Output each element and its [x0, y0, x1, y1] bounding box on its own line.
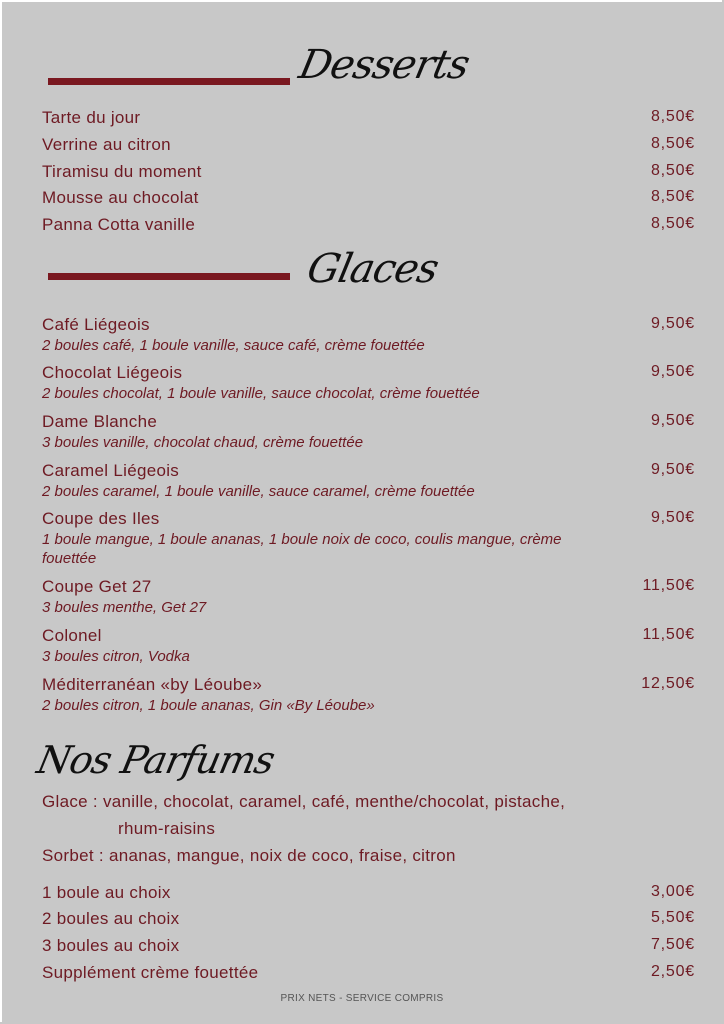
glace-name: Chocolat Liégeois [42, 363, 183, 382]
glace-price: 12,50€ [641, 675, 695, 692]
scoop-price-item [42, 883, 695, 903]
dessert-name: Panna Cotta vanille [42, 215, 196, 234]
parfums-glace-line-continued: rhum-raisins [118, 819, 216, 838]
glace-description: 2 boules caramel, 1 boule vanille, sauce caramel, crème fouettée [42, 483, 475, 500]
dessert-price: 8,50€ [650, 135, 695, 152]
glaces-header-bar [48, 273, 290, 280]
parfums-title: Nos Parfums [33, 738, 279, 782]
glace-price: 9,50€ [650, 315, 695, 332]
glace-item [42, 461, 695, 501]
dessert-item [42, 162, 695, 182]
glace-name: Colonel [42, 626, 102, 645]
scoop-price-item [42, 936, 695, 956]
dessert-name: Tarte du jour [42, 108, 141, 127]
glace-item [42, 626, 695, 666]
glace-price: 11,50€ [642, 626, 695, 643]
glace-price: 9,50€ [650, 509, 695, 526]
glace-description: 3 boules menthe, Get 27 [42, 599, 207, 616]
desserts-header [0, 38, 724, 98]
scoop-name: 2 boules au choix [42, 909, 180, 928]
glace-description: 1 boule mangue, 1 boule ananas, 1 boule noix de coco, coulis mangue, crème fouettée [42, 531, 562, 567]
scoop-price-item [42, 909, 695, 929]
glaces-header [0, 240, 724, 300]
glace-name: Dame Blanche [42, 412, 158, 431]
scoop-price: 5,50€ [650, 909, 695, 926]
glace-name: Méditerranéan «by Léoube» [42, 675, 263, 694]
parfums-glace-line: Glace : vanille, chocolat, caramel, café, menthe/chocolat, pistache, [42, 792, 566, 811]
desserts-title: Desserts [295, 42, 474, 88]
glace-description: 3 boules citron, Vodka [42, 648, 190, 665]
glace-price: 11,50€ [642, 577, 695, 594]
dessert-price: 8,50€ [650, 188, 695, 205]
scoop-name: 1 boule au choix [42, 883, 171, 902]
desserts-header-bar [48, 78, 290, 85]
scoop-price: 3,00€ [650, 883, 695, 900]
dessert-item [42, 108, 695, 128]
glace-name: Café Liégeois [42, 315, 150, 334]
glace-description: 2 boules citron, 1 boule ananas, Gin «By Léoube» [42, 697, 375, 714]
dessert-name: Verrine au citron [42, 135, 171, 154]
glace-name: Coupe Get 27 [42, 577, 152, 596]
glace-description: 2 boules café, 1 boule vanille, sauce café, crème fouettée [42, 337, 425, 354]
glace-price: 9,50€ [650, 461, 695, 478]
glace-description: 2 boules chocolat, 1 boule vanille, sauce chocolat, crème fouettée [42, 385, 480, 402]
glace-item [42, 315, 695, 355]
glace-name: Caramel Liégeois [42, 461, 180, 480]
dessert-price: 8,50€ [650, 162, 695, 179]
scoop-price: 2,50€ [650, 963, 695, 980]
dessert-name: Mousse au chocolat [42, 188, 199, 207]
glace-item [42, 577, 695, 617]
glace-price: 9,50€ [650, 412, 695, 429]
dessert-item [42, 215, 695, 235]
glace-name: Coupe des Iles [42, 509, 160, 528]
glace-item [42, 363, 695, 403]
glace-item [42, 412, 695, 452]
dessert-price: 8,50€ [650, 108, 695, 125]
scoop-name: Supplément crème fouettée [42, 963, 259, 982]
glaces-title: Glaces [303, 246, 443, 292]
scoop-price: 7,50€ [650, 936, 695, 953]
parfums-sorbet-line: Sorbet : ananas, mangue, noix de coco, fraise, citron [42, 846, 456, 865]
scoop-price-item [42, 963, 695, 983]
dessert-item [42, 188, 695, 208]
glace-item [42, 675, 695, 715]
glace-price: 9,50€ [650, 363, 695, 380]
glace-item [42, 509, 695, 568]
dessert-item [42, 135, 695, 155]
glace-description: 3 boules vanille, chocolat chaud, crème fouettée [42, 434, 364, 451]
footer-note: PRIX NETS - SERVICE COMPRIS [280, 993, 444, 1004]
dessert-name: Tiramisu du moment [42, 162, 202, 181]
dessert-price: 8,50€ [650, 215, 695, 232]
scoop-name: 3 boules au choix [42, 936, 180, 955]
